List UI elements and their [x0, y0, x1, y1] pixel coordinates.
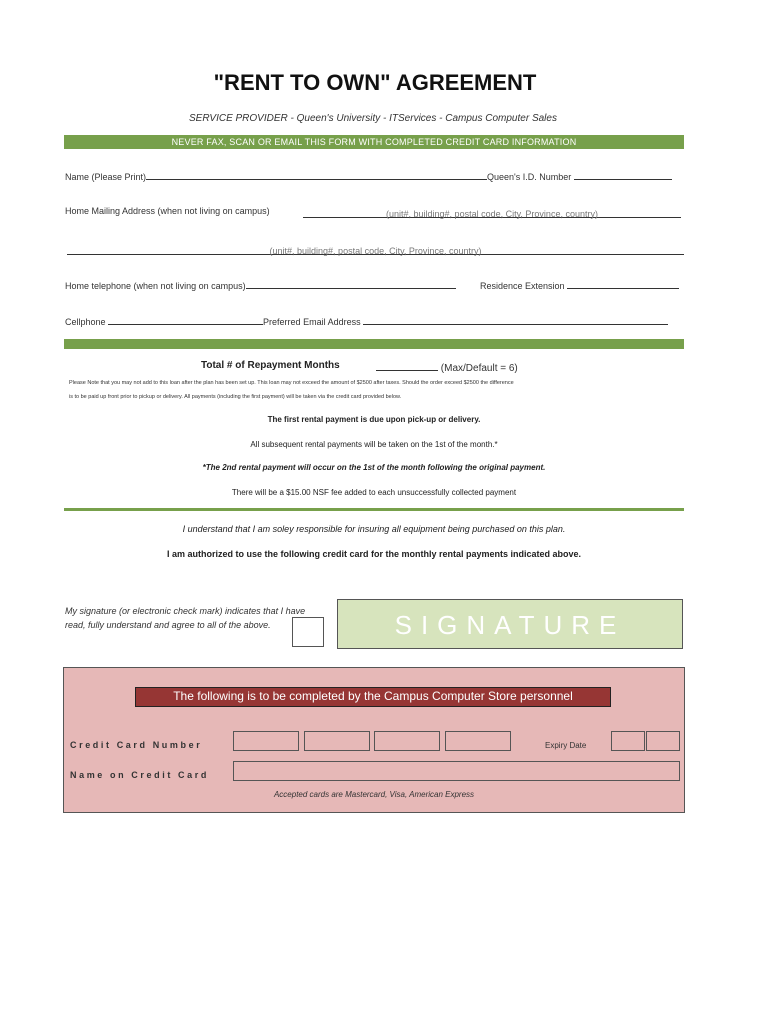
- phone-label: Home telephone (when not living on campus): [65, 281, 246, 291]
- cc-number-box-3[interactable]: [374, 731, 440, 751]
- note-line1: Please Note that you may not add to this loan after the plan has been set up. This loan may not exceed the amount of $2500 after taxes. Should the order exceed $2500 the difference: [69, 380, 514, 386]
- phone-row: [65, 279, 456, 291]
- months-label: Total # of Repayment Months: [201, 360, 340, 371]
- second-payment-text: *The 2nd rental payment will occur on the 1st of the month following the original payment.: [202, 463, 546, 472]
- phone-field[interactable]: [246, 279, 456, 289]
- note-line2: is to be paid up front prior to pickup or delivery. All payments (including the first payment) will be taken via the credit card provided below.: [69, 394, 402, 400]
- warning-banner: NEVER FAX, SCAN OR EMAIL THIS FORM WITH COMPLETED CREDIT CARD INFORMATION: [64, 135, 684, 149]
- name-row: [65, 170, 672, 182]
- cc-number-box-2[interactable]: [304, 731, 370, 751]
- nsf-fee-text: There will be a $15.00 NSF fee added to each unsuccessfully collected payment: [231, 488, 517, 497]
- cell-field[interactable]: [108, 315, 263, 325]
- name-on-card-field[interactable]: [233, 761, 680, 781]
- id-field[interactable]: [574, 170, 672, 180]
- name-on-card-label: Name on Credit Card: [70, 770, 209, 780]
- id-label: Queen's I.D. Number: [487, 172, 572, 182]
- expiry-year-box[interactable]: [646, 731, 680, 751]
- cell-label: Cellphone: [65, 317, 106, 327]
- months-default: (Max/Default = 6): [440, 363, 518, 374]
- credit-card-label: Credit Card Number: [70, 740, 203, 750]
- address-field[interactable]: [303, 204, 681, 218]
- service-provider-subtitle: SERVICE PROVIDER - Queen's University - ITServices - Campus Computer Sales: [189, 113, 557, 124]
- section-divider-line: [64, 508, 684, 511]
- months-row: [376, 361, 518, 374]
- residence-label: Residence Extension: [480, 281, 565, 291]
- months-field[interactable]: [376, 361, 438, 371]
- email-field[interactable]: [363, 315, 668, 325]
- expiry-label: Expiry Date: [545, 741, 587, 750]
- store-personnel-banner: The following is to be completed by the Campus Computer Store personnel: [135, 687, 611, 707]
- consent-text: My signature (or electronic check mark) indicates that I have read, fully understand and agree to all of the above.: [65, 606, 306, 630]
- email-label: Preferred Email Address: [263, 317, 361, 327]
- authorization-text: I am authorized to use the following credit card for the monthly rental payments indicated above.: [166, 549, 582, 559]
- section-divider: [64, 339, 684, 349]
- cell-row: [65, 315, 668, 327]
- first-payment-text: The first rental payment is due upon pick-up or delivery.: [267, 415, 481, 424]
- accepted-cards-text: Accepted cards are Mastercard, Visa, American Express: [273, 790, 475, 799]
- residence-field[interactable]: [567, 279, 679, 289]
- page-title: "RENT TO OWN" AGREEMENT: [213, 70, 537, 95]
- subsequent-payment-text: All subsequent rental payments will be taken on the 1st of the month.*: [250, 440, 498, 449]
- name-label: Name (Please Print): [65, 172, 147, 182]
- address2-hint: (unit#, building#, postal code, City, Province, country): [269, 246, 482, 256]
- address-label: Home Mailing Address (when not living on campus): [65, 206, 270, 216]
- signature-box[interactable]: SIGNATURE: [337, 599, 683, 649]
- address-hint: (unit#, building#, postal code, City, Province, country): [386, 209, 598, 219]
- expiry-month-box[interactable]: [611, 731, 645, 751]
- address-line2-field[interactable]: [67, 241, 684, 255]
- name-field[interactable]: [146, 170, 487, 180]
- cc-number-box-1[interactable]: [233, 731, 299, 751]
- consent-checkbox[interactable]: [292, 617, 324, 647]
- responsibility-text: I understand that I am soley responsible for insuring all equipment being purchased on this plan.: [182, 524, 566, 534]
- cc-number-box-4[interactable]: [445, 731, 511, 751]
- residence-row: [480, 279, 679, 291]
